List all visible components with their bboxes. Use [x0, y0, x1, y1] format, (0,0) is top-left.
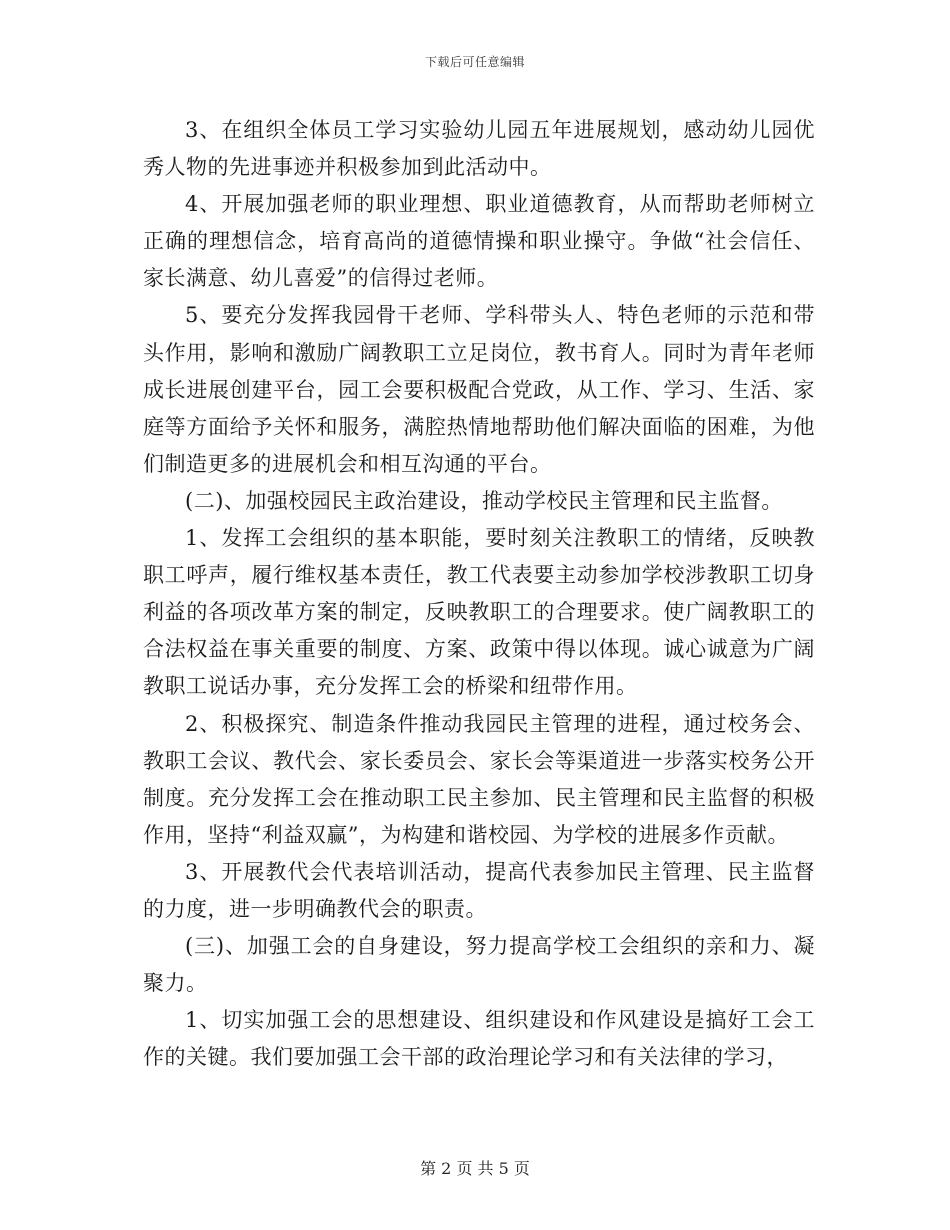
page-header: 下载后可任意编辑 — [424, 55, 525, 69]
paragraph-6: 3、开展教代会代表培训活动，提高代表参加民主管理、民主监督的力度，进一步明确教代会的职责。 — [143, 859, 815, 921]
section-heading-3: (三)、加强工会的自身建设，努力提高学校工会组织的亲和力、凝聚力。 — [143, 934, 815, 996]
paragraph-3: 5、要充分发挥我园骨干老师、学科带头人、特色老师的示范和带头作用，影响和激励广阔教职工立足岗位，教书育人。同时为青年老师成长进展创建平台，园工会要积极配合党政，从工作、学习、生活、家庭等方面给予关怀和服务，满腔热情地帮助他们解决面临的困难，为他们制造更多的进展机会和相互沟通的平台。 — [143, 303, 815, 476]
page-number: 第 2 页 共 5 页 — [420, 1159, 530, 1178]
document-body — [143, 112, 815, 1076]
paragraph-5: 2、积极探究、制造条件推动我园民主管理的进程，通过校务会、教职工会议、教代会、家长委员会、家长会等渠道进一步落实校务公开制度。充分发挥工会在推动职工民主参加、民主管理和民主监督的积极作用，坚持“利益双赢”，为构建和谐校园、为学校的进展多作贡献。 — [143, 711, 815, 847]
paragraph-2: 4、开展加强老师的职业理想、职业道德教育，从而帮助老师树立正确的理想信念，培育高尚的道德情操和职业操守。争做“社会信任、家长满意、幼儿喜爱”的信得过老师。 — [143, 192, 815, 291]
section-heading-2: (二)、加强校园民主政治建设，推动学校民主管理和民主监督。 — [185, 488, 783, 513]
paragraph-7: 1、切实加强工会的思想建设、组织建设和作风建设是搞好工会工作的关键。我们要加强工会干部的政治理论学习和有关法律的学习， — [143, 1008, 815, 1070]
paragraph-1: 3、在组织全体员工学习实验幼儿园五年进展规划，感动幼儿园优秀人物的先进事迹并积极参加到此活动中。 — [143, 118, 815, 180]
paragraph-4: 1、发挥工会组织的基本职能，要时刻关注教职工的情绪，反映教职工呼声，履行维权基本责任，教工代表要主动参加学校涉教职工切身利益的各项改革方案的制定，反映教职工的合理要求。使广阔教职工的合法权益在事关重要的制度、方案、政策中得以体现。诚心诚意为广阔教职工说话办事，充分发挥工会的桥梁和纽带作用。 — [143, 526, 815, 699]
